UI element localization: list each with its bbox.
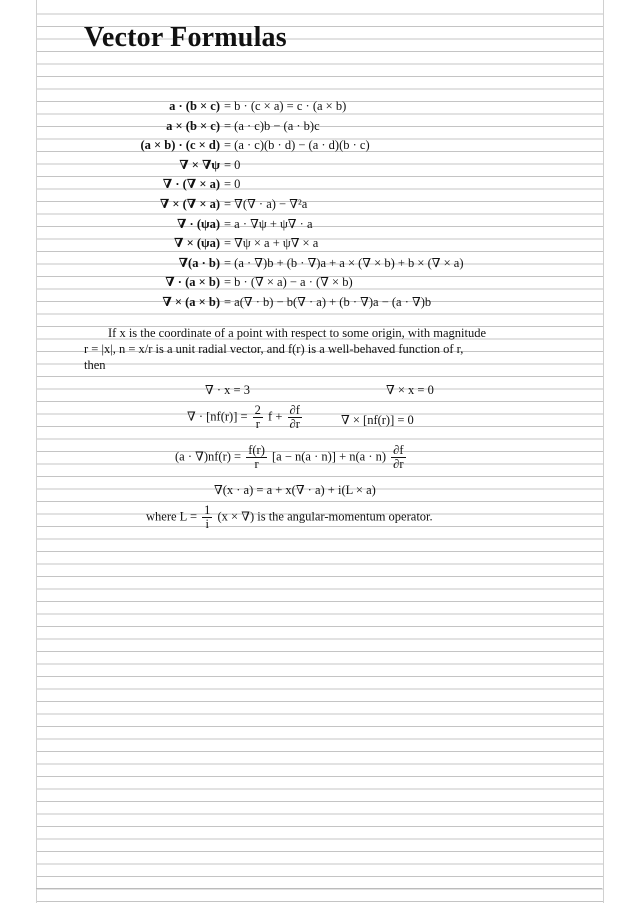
fraction — [288, 404, 302, 431]
identity-row — [0, 294, 638, 310]
identity-rhs: = b · (c × a) = c · (a × b) — [224, 99, 347, 113]
identity-rhs: = ∇ψ × a + ψ∇ × a — [224, 236, 319, 251]
identity-rhs: = a(∇ · b) − b(∇ · a) + (b · ∇)a − (a · ∇)b — [224, 295, 432, 309]
fraction-denominator: r — [254, 457, 259, 471]
fraction-denominator: ∂r — [393, 457, 404, 471]
identity-lhs: ∇ × (a × b) — [162, 295, 220, 309]
identity-row — [0, 137, 638, 153]
identity-row — [0, 216, 638, 232]
identity-lhs: a × (b × c) — [166, 118, 220, 133]
div-nf-formula — [187, 404, 304, 431]
identity-lhs: ∇(a · b) — [178, 255, 220, 270]
paragraph-line: then — [84, 358, 106, 373]
identity-rhs: = (a · ∇)b + (b · ∇)a + a × (∇ × b) + b × (∇ × a) — [224, 255, 464, 270]
identity-rhs: = (a · c)b − (a · b)c — [224, 118, 320, 133]
fraction-numerator: f(r) — [248, 443, 265, 457]
curl-x-formula: ∇ × x = 0 — [386, 383, 434, 397]
fraction — [391, 444, 405, 471]
fraction — [246, 444, 267, 471]
fraction-numerator: 2 — [254, 403, 261, 417]
fraction-denominator: i — [205, 517, 209, 531]
gradient-x-dot-a-formula: ∇(x · a) = a + x(∇ · a) + i(L × a) — [214, 483, 376, 497]
directional-derivative-formula — [175, 444, 408, 471]
identity-lhs: a · (b × c) — [169, 99, 220, 113]
identity-row — [0, 98, 638, 114]
identity-rhs: = (a · c)(b · d) − (a · d)(b · c) — [224, 138, 370, 153]
identity-rhs: = b · (∇ × a) − a · (∇ × b) — [224, 275, 353, 290]
grad-mid: [a − n(a · n)] + n(a · n) — [272, 449, 387, 464]
identity-lhs: (a × b) · (c × d) — [140, 138, 220, 153]
where-suffix: (x × ∇) is the angular-momentum operator. — [217, 509, 433, 524]
where-prefix: where L = — [146, 509, 198, 524]
fraction-numerator: ∂f — [289, 403, 300, 417]
fraction-denominator: ∂r — [289, 417, 300, 431]
fraction-numerator: 1 — [204, 503, 211, 517]
page-title: Vector Formulas — [84, 22, 287, 53]
identity-lhs: ∇ · (a × b) — [165, 275, 220, 290]
fraction — [253, 404, 263, 431]
identity-lhs: ∇ × (∇ × a) — [159, 197, 220, 211]
identity-lhs: ∇ × (ψa) — [174, 236, 220, 251]
identity-lhs: ∇ · (∇ × a) — [162, 177, 220, 192]
identity-row — [0, 255, 638, 271]
identity-lhs: ∇ × ∇ψ — [179, 157, 220, 172]
identity-lhs: ∇ · (ψa) — [176, 216, 220, 231]
div-x-formula: ∇ · x = 3 — [205, 383, 250, 397]
identity-rhs: = 0 — [224, 177, 241, 192]
fraction-denominator: r — [255, 417, 260, 431]
identity-rhs: = a · ∇ψ + ψ∇ · a — [224, 216, 313, 231]
identity-rhs: = ∇(∇ · a) − ∇²a — [224, 197, 308, 211]
identity-row — [0, 274, 638, 290]
curl-nf-formula: ∇ × [nf(r)] = 0 — [341, 413, 414, 427]
fraction — [202, 504, 212, 531]
grad-lhs: (a · ∇)nf(r) = — [175, 449, 242, 464]
fraction-numerator: ∂f — [393, 443, 404, 457]
intro-paragraph — [84, 325, 556, 374]
paragraph-line: r = |x|, n = x/r is a unit radial vector, and f(r) is a well-behaved function of r, — [84, 342, 464, 357]
div-nf-mid: f + — [268, 409, 283, 424]
angular-momentum-definition — [146, 504, 433, 531]
paragraph-line: If x is the coordinate of a point with respect to some origin, with magnitude — [108, 326, 487, 340]
identity-row — [0, 176, 638, 192]
identity-row — [0, 235, 638, 251]
identity-row — [0, 157, 638, 173]
page-bottom-rule — [36, 888, 602, 889]
identity-row — [0, 118, 638, 134]
div-nf-lhs: ∇ · [nf(r)] = — [187, 409, 248, 424]
identity-row — [0, 196, 638, 212]
identity-rhs: = 0 — [224, 157, 241, 172]
